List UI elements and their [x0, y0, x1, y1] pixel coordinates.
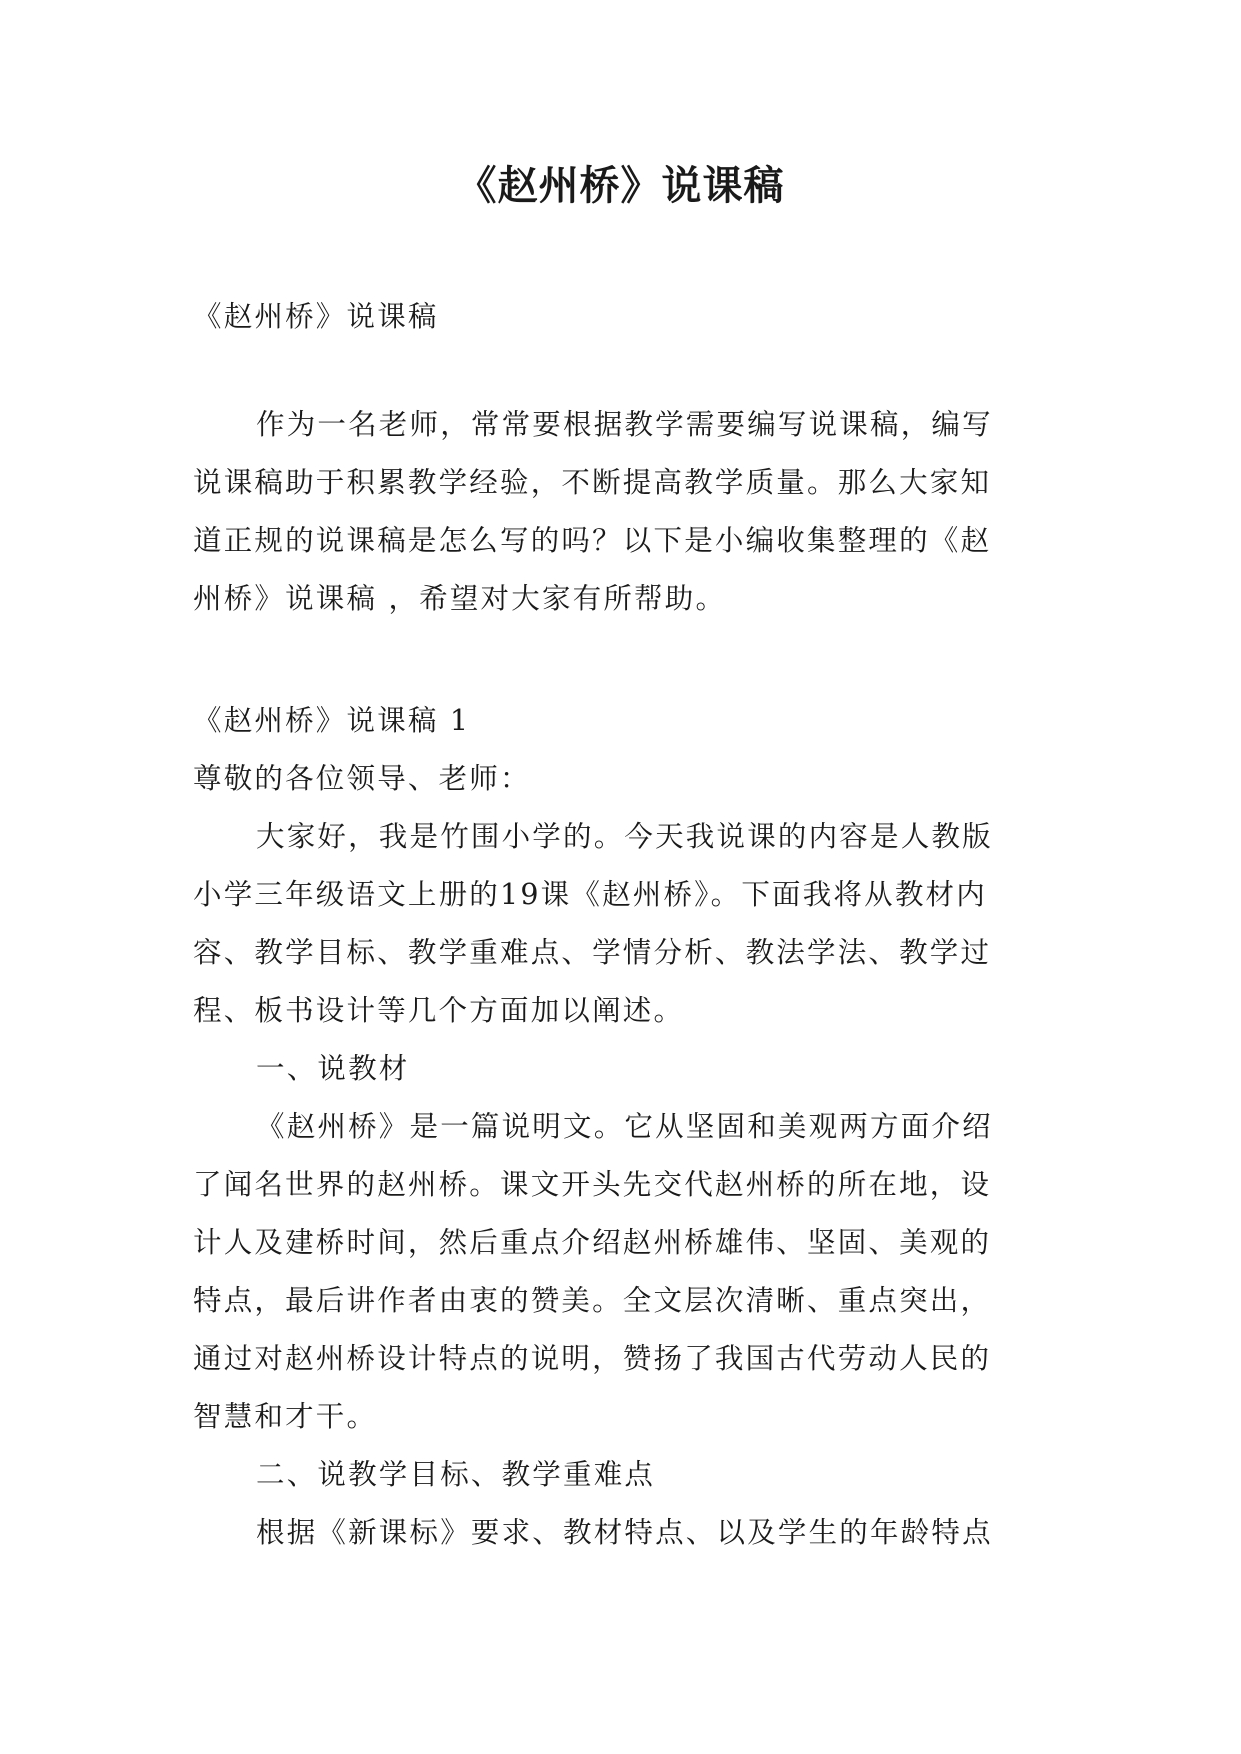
document-title: 《赵州桥》说课稿: [456, 163, 785, 209]
paragraph-line: 通过对赵州桥设计特点的说明，赞扬了我国古代劳动人民的: [193, 1342, 992, 1375]
paragraph-line: 根据《新课标》要求、教材特点、以及学生的年龄特点: [256, 1516, 993, 1549]
document-subtitle: 《赵州桥》说课稿: [193, 300, 439, 333]
paragraph-line: 程、板书设计等几个方面加以阐述。: [193, 994, 685, 1027]
paragraph-line: 智慧和才干。: [193, 1400, 378, 1433]
intro-line: 说课稿助于积累教学经验，不断提高教学质量。那么大家知: [193, 466, 992, 499]
subheading-teaching-material: 一、说教材: [256, 1052, 410, 1085]
paragraph-line: 小学三年级语文上册的19课《赵州桥》。下面我将从教材内: [193, 878, 987, 911]
paragraph-line: 《赵州桥》是一篇说明文。它从坚固和美观两方面介绍: [256, 1110, 993, 1143]
paragraph-line: 计人及建桥时间，然后重点介绍赵州桥雄伟、坚固、美观的: [193, 1226, 992, 1259]
paragraph-line: 容、教学目标、教学重难点、学情分析、教法学法、教学过: [193, 936, 992, 969]
section-heading: 《赵州桥》说课稿 1: [193, 704, 471, 737]
intro-line: 作为一名老师，常常要根据教学需要编写说课稿，编写: [256, 408, 993, 441]
subheading-teaching-goals: 二、说教学目标、教学重难点: [256, 1458, 656, 1491]
paragraph-line: 了闻名世界的赵州桥。课文开头先交代赵州桥的所在地，设: [193, 1168, 992, 1201]
paragraph-line: 特点，最后讲作者由衷的赞美。全文层次清晰、重点突出，: [193, 1284, 992, 1317]
greeting: 尊敬的各位领导、老师：: [193, 762, 531, 795]
intro-line: 道正规的说课稿是怎么写的吗？以下是小编收集整理的《赵: [193, 524, 992, 557]
intro-line: 州桥》说课稿 ，希望对大家有所帮助。: [193, 582, 727, 615]
paragraph-line: 大家好，我是竹围小学的。今天我说课的内容是人教版: [256, 820, 993, 853]
